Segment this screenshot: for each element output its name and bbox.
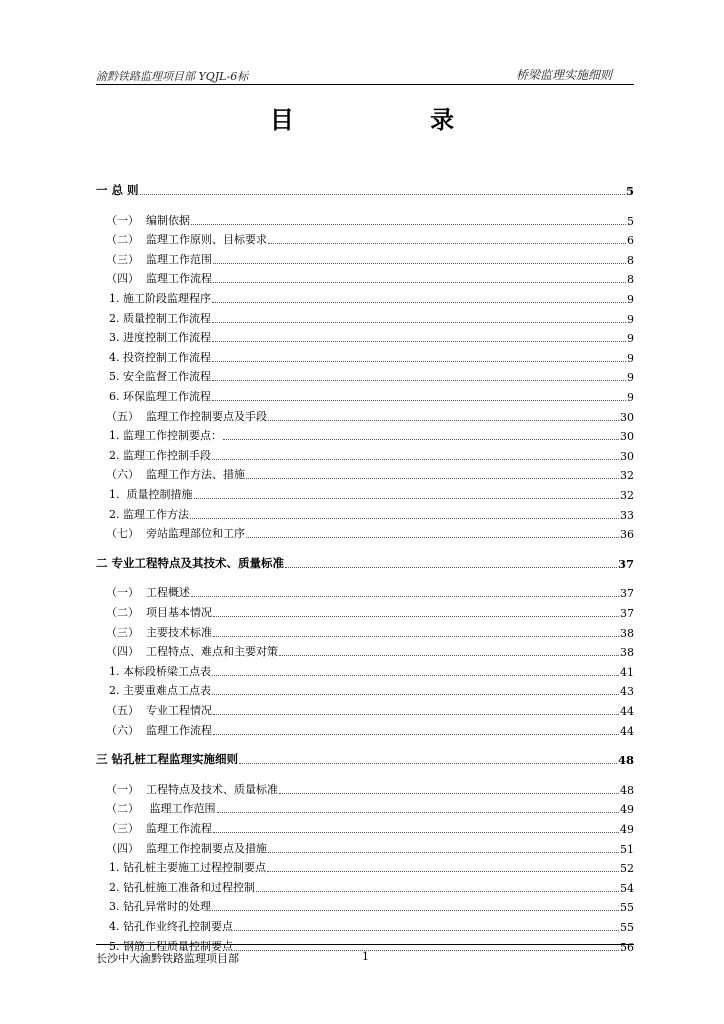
toc-leader-dots: [191, 224, 626, 225]
toc-entry[interactable]: [96, 210, 634, 228]
toc-entry-page: 9: [627, 371, 634, 385]
toc-entry-page: 5: [627, 214, 634, 228]
toc-entry-page: 37: [620, 607, 634, 620]
toc-entry-page: 9: [627, 351, 634, 365]
toc-entry-page: 49: [620, 803, 634, 817]
toc-entry[interactable]: [96, 386, 634, 404]
toc-leader-dots: [212, 302, 626, 303]
toc-entry-page: 9: [627, 293, 634, 306]
toc-entry[interactable]: [96, 445, 634, 463]
toc-entry[interactable]: [96, 504, 634, 522]
toc-leader-dots: [213, 734, 619, 735]
toc-entry-label: （二） 项目基本情况: [106, 606, 212, 619]
toc-leader-dots: [213, 832, 619, 833]
toc-entry-page: 9: [627, 391, 634, 404]
toc-entry-page: 49: [620, 823, 634, 836]
toc-entry-label: 6. 环保监理工作流程: [109, 390, 211, 403]
toc-entry[interactable]: [96, 229, 634, 247]
toc-entry-page: 5: [625, 184, 634, 198]
toc-leader-dots: [279, 655, 619, 656]
toc-entry-page: 48: [620, 783, 634, 797]
toc-entry-label: 1. 钻孔桩主要施工过程控制要点: [109, 861, 266, 875]
toc-leader-dots: [234, 950, 619, 951]
toc-entry-label: （六） 监理工作方法、措施: [106, 468, 245, 482]
toc-entry[interactable]: [96, 798, 634, 816]
toc-entry-page: 55: [620, 921, 634, 934]
toc-entry-page: 32: [620, 489, 634, 502]
toc-entry-label: （一） 工程特点及技术、质量标准: [106, 782, 278, 796]
toc-entry[interactable]: [96, 249, 634, 267]
toc-leader-dots: [279, 793, 619, 794]
toc-entry-label: 5. 钢筋工程质量控制要点: [109, 939, 233, 953]
toc-leader-dots: [268, 243, 626, 244]
toc-leader-dots: [213, 616, 619, 617]
toc-leader-dots: [212, 361, 626, 362]
toc-entry-label: 1. 质量控制措施: [109, 488, 193, 501]
toc-leader-dots: [212, 380, 626, 381]
toc-leader-dots: [212, 400, 626, 401]
toc-leader-dots: [212, 341, 626, 342]
toc-entry[interactable]: [96, 347, 634, 365]
toc-leader-dots: [246, 537, 619, 538]
toc-entry-label: 1. 监理工作控制要点：: [109, 429, 222, 443]
toc-title: 目 录: [269, 105, 519, 134]
toc-entry-label: 5. 安全监督工作流程: [109, 370, 211, 384]
toc-entry-page: 30: [620, 449, 634, 463]
toc-entry-label: （一） 编制依据: [106, 213, 190, 227]
toc-entry[interactable]: [96, 779, 634, 797]
toc-entry[interactable]: [96, 700, 634, 718]
toc-entry-page: 8: [627, 253, 634, 267]
toc-entry[interactable]: [96, 268, 634, 286]
toc-entry-label: 二 专业工程特点及其技术、质量标准: [96, 555, 285, 570]
toc-entry-page: 44: [620, 705, 634, 718]
toc-entry-page: 8: [627, 273, 634, 287]
toc-leader-dots: [212, 459, 619, 460]
toc-entry-page: 9: [627, 312, 634, 326]
toc-leader-dots: [217, 812, 620, 813]
toc-entry-label: 4. 投资控制工作流程: [109, 350, 211, 364]
toc-entry-label: 三 钻孔桩工程监理实施细则: [96, 752, 239, 767]
toc-entry[interactable]: [96, 896, 634, 914]
toc-entry[interactable]: [96, 553, 634, 571]
toc-entry-label: 3. 进度控制工作流程: [109, 331, 211, 345]
toc-entry-page: 41: [620, 665, 634, 679]
toc-entry[interactable]: [96, 406, 634, 424]
toc-entry-label: （三） 监理工作流程: [106, 822, 212, 835]
toc-entry-label: 2. 钻孔桩施工准备和过程控制: [109, 880, 255, 894]
toc-entry[interactable]: [96, 464, 634, 482]
toc-entry-label: （二） 监理工作原则、目标要求: [106, 233, 267, 247]
toc-entry[interactable]: [96, 838, 634, 856]
header-project-name: 渝黔铁路监理项目部 YQJL-6标: [96, 70, 249, 83]
toc-entry[interactable]: [96, 288, 634, 306]
toc-entry-page: 32: [620, 469, 634, 483]
toc-leader-dots: [246, 478, 619, 479]
toc-entry-page: 55: [620, 901, 634, 915]
toc-entry[interactable]: [96, 366, 634, 384]
toc-entry[interactable]: [96, 180, 634, 198]
toc-entry-label: （六） 监理工作流程: [106, 723, 212, 737]
toc-entry[interactable]: [96, 327, 634, 345]
toc-leader-dots: [213, 282, 626, 283]
toc-entry-page: 51: [620, 842, 634, 856]
toc-entry-label: （五） 监理工作控制要点及手段: [106, 409, 267, 423]
toc-entry[interactable]: [96, 857, 634, 875]
toc-leader-dots: [212, 694, 619, 695]
footer-page-number: 1: [362, 950, 369, 963]
toc-leader-dots: [191, 596, 619, 597]
toc-entry-label: （七） 旁站监理部位和工序: [106, 527, 245, 541]
toc-entry-page: 54: [620, 881, 634, 895]
toc-entry-page: 52: [620, 862, 634, 876]
toc-leader-dots: [267, 871, 619, 872]
toc-entry[interactable]: [96, 523, 634, 541]
toc-entry-page: 33: [620, 508, 634, 522]
toc-leader-dots: [234, 930, 619, 931]
toc-entry-label: （四） 工程特点、难点和主要对策: [106, 645, 278, 659]
toc-entry[interactable]: [96, 582, 634, 600]
toc-entry-label: （一） 工程概述: [106, 586, 190, 600]
toc-entry[interactable]: [96, 916, 634, 934]
toc-entry-label: 3. 钻孔异常时的处理: [109, 900, 211, 914]
toc-entry-label: 2. 监理工作方法: [109, 507, 189, 521]
page-header: [96, 66, 634, 84]
toc-entry-label: （三） 主要技术标准: [106, 625, 212, 639]
toc-leader-dots: [212, 322, 626, 323]
toc-leader-dots: [268, 852, 619, 853]
toc-entry-label: 2. 主要重难点工点表: [109, 684, 211, 698]
toc-entry-page: 9: [627, 332, 634, 346]
toc-leader-dots: [268, 420, 619, 421]
toc-entry-label: 2. 质量控制工作流程: [109, 311, 211, 325]
toc-entry-label: （三） 监理工作范围: [106, 252, 212, 266]
toc-entry-page: 43: [620, 685, 634, 699]
toc-leader-dots: [213, 714, 619, 715]
toc-leader-dots: [212, 910, 619, 911]
toc-entry[interactable]: [96, 720, 634, 738]
toc-entry-label: 4. 钻孔作业终孔控制要点: [109, 920, 233, 933]
toc-leader-dots: [239, 763, 617, 764]
toc-leader-dots: [212, 675, 619, 676]
toc-entry-page: 37: [620, 587, 634, 601]
toc-entry[interactable]: [96, 484, 634, 502]
footer-rule: [96, 944, 634, 945]
toc-entry-label: （五） 专业工程情况: [106, 704, 212, 717]
toc-entry-page: 30: [620, 430, 634, 444]
header-document-title: 桥梁监理实施细则: [515, 68, 612, 82]
toc-leader-dots: [213, 263, 626, 264]
toc-leader-dots: [285, 567, 617, 568]
toc-leader-dots: [213, 636, 619, 637]
toc-entry-label: 2. 监理工作控制手段: [109, 448, 211, 462]
toc-leader-dots: [223, 439, 619, 440]
toc-entry-page: 38: [620, 646, 634, 660]
toc-entry[interactable]: [96, 818, 634, 836]
toc-entry-label: （二） 监理工作范围: [106, 802, 216, 816]
toc-entry[interactable]: [96, 425, 634, 443]
toc-entry-page: 36: [620, 528, 634, 542]
footer-organization: 长沙中大渝黔铁路监理项目部: [96, 952, 239, 965]
toc-entry-label: （四） 监理工作控制要点及措施: [106, 841, 267, 855]
toc-entry-page: 56: [620, 940, 634, 954]
toc-entry[interactable]: [96, 749, 634, 767]
toc-entry[interactable]: [96, 877, 634, 895]
toc-entry[interactable]: [96, 661, 634, 679]
toc-entry[interactable]: [96, 622, 634, 640]
toc-entry[interactable]: [96, 680, 634, 698]
toc-leader-dots: [190, 518, 619, 519]
toc-entry-page: 44: [620, 724, 634, 738]
toc-leader-dots: [256, 891, 619, 892]
toc-entry-page: 38: [620, 626, 634, 640]
toc-entry[interactable]: [96, 641, 634, 659]
toc-entry-label: 一 总 则: [96, 183, 139, 197]
toc-entry-page: 30: [620, 410, 634, 424]
toc-leader-dots: [140, 194, 625, 195]
toc-entry-label: 1. 施工阶段监理程序: [109, 292, 211, 305]
toc-entry[interactable]: [96, 602, 634, 620]
header-rule: [96, 84, 634, 85]
toc-entry-label: 1. 本标段桥梁工点表: [109, 664, 211, 678]
toc-entry-label: （四） 监理工作流程: [106, 272, 212, 286]
toc-entry-page: 6: [627, 234, 634, 248]
toc-entry[interactable]: [96, 308, 634, 326]
toc-leader-dots: [194, 498, 620, 499]
toc-entry-page: 48: [617, 753, 634, 768]
toc-entry-page: 37: [617, 556, 634, 571]
